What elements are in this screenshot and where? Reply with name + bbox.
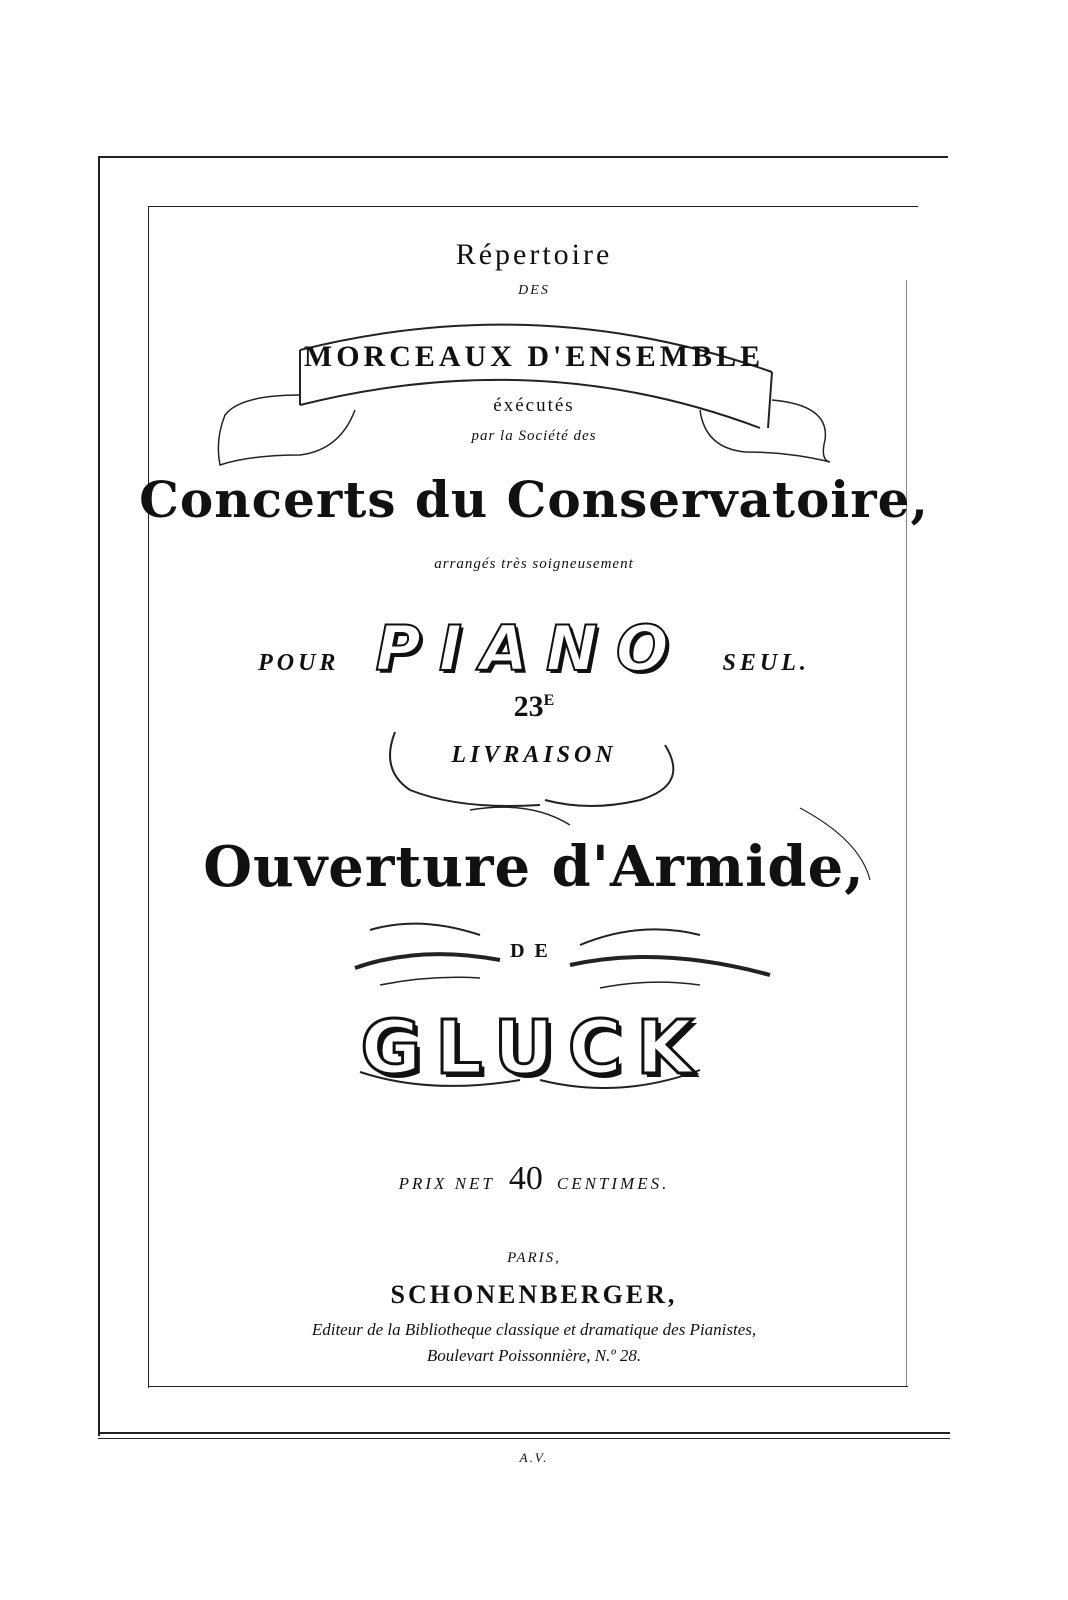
par-la-societe-text: par la Société des (471, 428, 597, 444)
price-prefix: PRIX NET (398, 1174, 495, 1193)
price-amount: 40 (508, 1160, 543, 1197)
issue-number-value: 23 (513, 690, 544, 723)
livraison-text: LIVRAISON (451, 742, 617, 768)
price-suffix: CENTIMES. (556, 1174, 670, 1193)
de-text: DE (510, 940, 558, 962)
concerts-title: Concerts du Conservatoire, (139, 470, 929, 529)
pour-piano-seul-line (0, 612, 1068, 685)
seul-text: SEUL. (722, 650, 810, 676)
composer-name: GLUCK (360, 1005, 708, 1091)
publisher-address: Boulevart Poissonnière, N.º 28. (426, 1346, 642, 1365)
repertoire-heading: Répertoire (455, 238, 613, 271)
piano-title: PIANO (375, 612, 687, 685)
executes-text: éxécutés (493, 395, 575, 416)
publisher-line1: Editeur de la Bibliotheque classique et dramatique des Pianistes, (311, 1320, 757, 1339)
ribbon-banner-title: MORCEAUX D'ENSEMBLE (303, 340, 765, 373)
des-text: DES (518, 283, 550, 298)
pour-text: POUR (258, 650, 340, 676)
publisher-city: PARIS, (507, 1250, 561, 1266)
ouverture-title: Ouverture d'Armide, (203, 834, 865, 900)
issue-number (0, 690, 1068, 724)
issue-number-suffix: E (543, 692, 555, 709)
publisher-name: SCHONENBERGER, (390, 1280, 678, 1309)
arranges-text: arrangés très soigneusement (434, 556, 634, 572)
plate-mark: A.V. (519, 1450, 549, 1465)
price-line (0, 1160, 1068, 1198)
